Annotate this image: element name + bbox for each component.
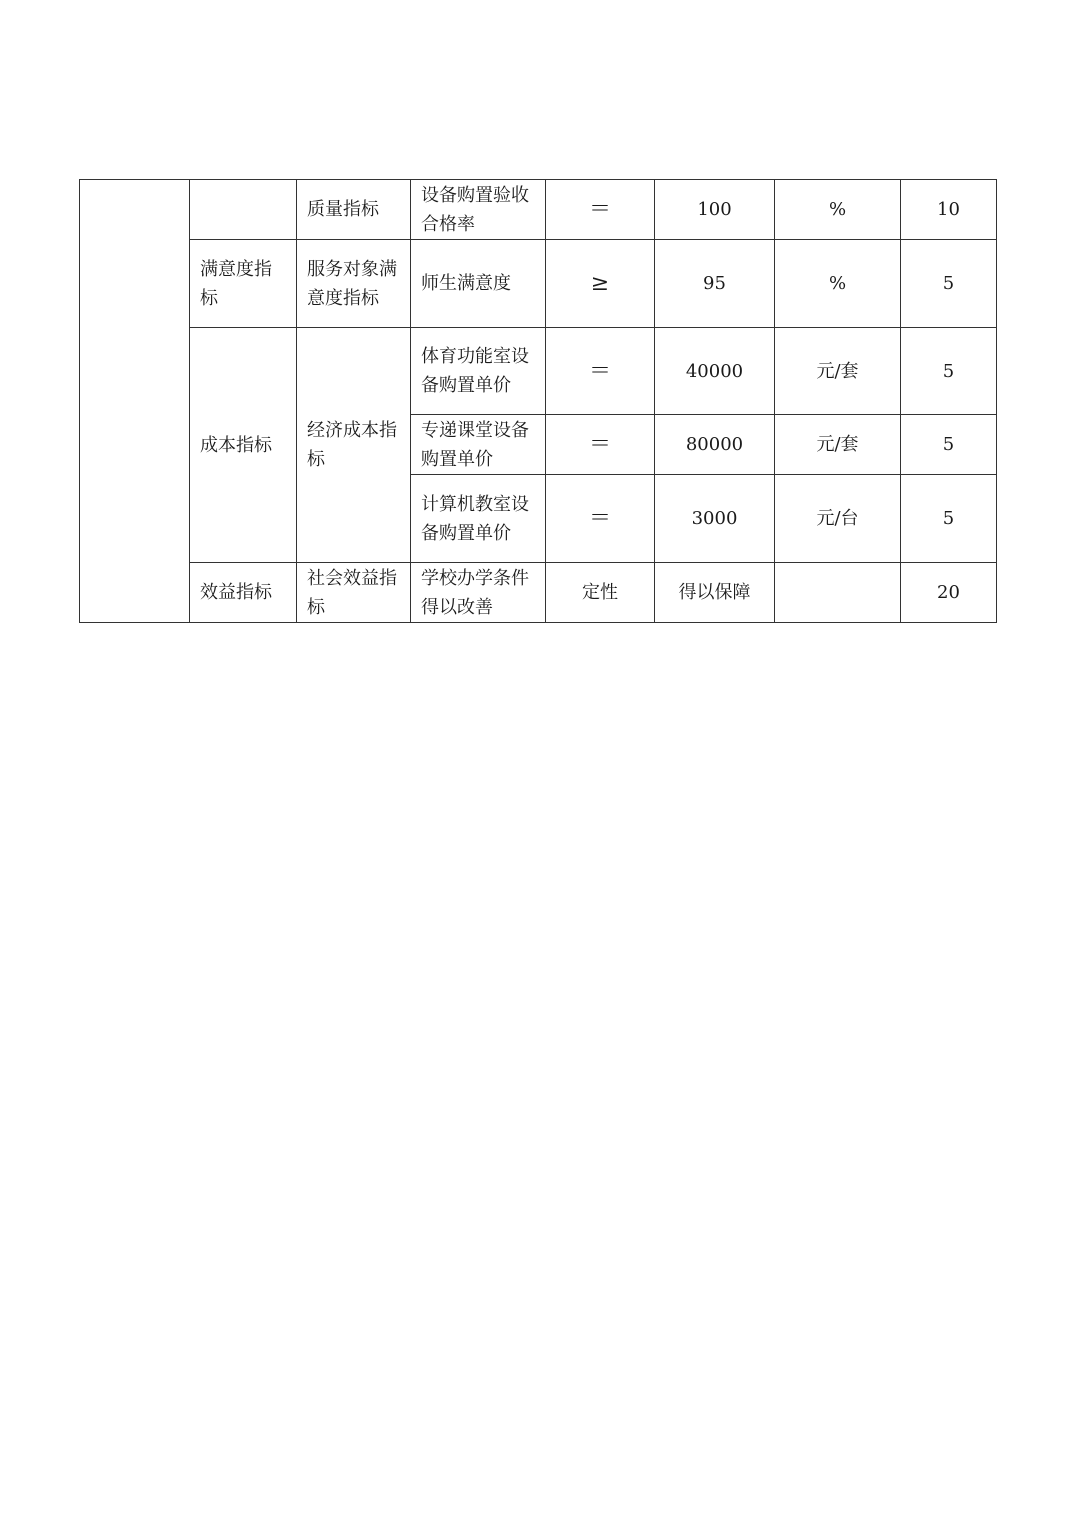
- operator-cell: ＝: [546, 475, 655, 563]
- score-cell: 20: [901, 563, 997, 623]
- level3-cell: 社会效益指标: [297, 563, 411, 623]
- level2-cell: 满意度指标: [190, 240, 297, 328]
- level2-cell: [190, 180, 297, 240]
- target-cell: 100: [655, 180, 775, 240]
- unit-cell: [775, 563, 901, 623]
- score-cell: 5: [901, 415, 997, 475]
- unit-cell: 元/套: [775, 415, 901, 475]
- table-row: [80, 180, 997, 240]
- indicator-cell: 计算机教室设备购置单价: [411, 475, 546, 563]
- operator-cell: ≥: [546, 240, 655, 328]
- score-cell: 5: [901, 328, 997, 415]
- target-cell: 3000: [655, 475, 775, 563]
- unit-cell: 元/台: [775, 475, 901, 563]
- table-row: [80, 328, 997, 415]
- target-cell: 95: [655, 240, 775, 328]
- score-cell: 5: [901, 240, 997, 328]
- score-cell: 10: [901, 180, 997, 240]
- unit-cell: %: [775, 240, 901, 328]
- indicator-cell: 师生满意度: [411, 240, 546, 328]
- level3-cell: 经济成本指标: [297, 328, 411, 563]
- operator-cell: ＝: [546, 328, 655, 415]
- table-row: [80, 240, 997, 328]
- indicator-cell: 体育功能室设备购置单价: [411, 328, 546, 415]
- level3-cell: 质量指标: [297, 180, 411, 240]
- unit-cell: 元/套: [775, 328, 901, 415]
- target-cell: 40000: [655, 328, 775, 415]
- operator-cell: 定性: [546, 563, 655, 623]
- indicator-cell: 专递课堂设备购置单价: [411, 415, 546, 475]
- indicator-cell: 学校办学条件得以改善: [411, 563, 546, 623]
- operator-cell: ＝: [546, 180, 655, 240]
- level2-cell: 成本指标: [190, 328, 297, 563]
- unit-cell: %: [775, 180, 901, 240]
- score-cell: 5: [901, 475, 997, 563]
- indicator-cell: 设备购置验收合格率: [411, 180, 546, 240]
- level2-cell: 效益指标: [190, 563, 297, 623]
- level1-cell: [80, 180, 190, 623]
- level3-cell: 服务对象满意度指标: [297, 240, 411, 328]
- operator-cell: ＝: [546, 415, 655, 475]
- target-cell: 80000: [655, 415, 775, 475]
- target-cell: 得以保障: [655, 563, 775, 623]
- performance-indicator-table: [79, 179, 997, 623]
- table-row: [80, 563, 997, 623]
